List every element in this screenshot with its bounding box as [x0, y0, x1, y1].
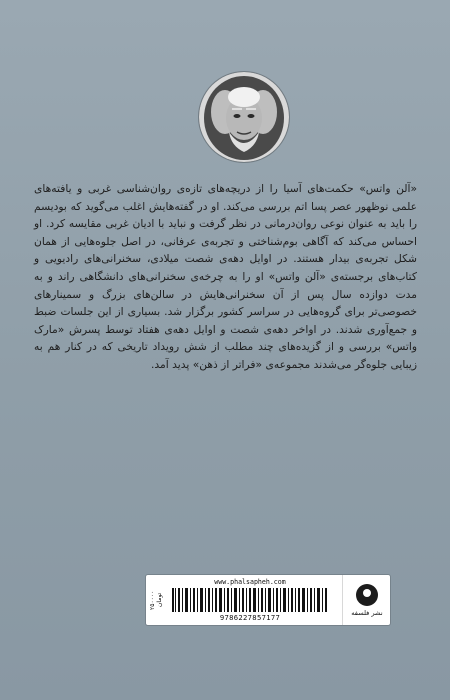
publisher-logo-icon — [356, 584, 378, 606]
barcode-bars — [172, 588, 328, 612]
barcode-area — [164, 578, 336, 622]
author-portrait — [199, 72, 289, 162]
publisher-name: نشر فلسفه — [351, 608, 383, 617]
price-label: ۲۵۰۰۰۰ تومان — [149, 590, 163, 610]
author-blurb — [34, 180, 417, 374]
blurb-paragraph: «آلن واتس» حکمت‌های آسیا را از دریچه‌های تازه‌ی روان‌شناسی غربی و یافته‌های علمی نوظهور عصر پسا اتم بررسی می‌کند. او در گفته‌هایش اغلب می‌گوید که بودیسم را باید به عنوان نوعی روان‌درمانی در نظر گرفت و نباید با ادیان غربی مقایسه کرد. او احساس می‌کند که آگاهی بوم‌شناختی و تجربه‌ی عرفانی، در اصل جلوه‌هایی از همان شکل تجربه‌ی بیدار هستند. در اوایل دهه‌ی شصت میلادی، سخنرانی‌های رادیویی و کتاب‌های برجسته‌ی «آلن واتس» او را به چرخه‌ی سخنرانی‌های دانشگاهی راند و به مدت دوازده سال پس از آن سخنرانی‌هایش در سالن‌های بزرگ و سمینارهای خصوصی‌تر برای گروه‌هایی در سراسر کشور برگزار شد. بسیاری از این جلسات ضبط و جمع‌آوری شدند. در اواخر دهه‌ی شصت و اوایل دهه‌ی هفتاد توسط پسرش «مارک واتس» بررسی و از گزیده‌های چند مطلب از شش رویداد تاریخی که در کنار هم به زیبایی جلوه‌گر می‌شدند مجموعه‌ی «فراتر از ذهن» پدید آمد. — [34, 182, 417, 371]
isbn-number: 9786227857177 — [219, 613, 281, 622]
publisher-url: www.phalsapheh.com — [214, 578, 286, 586]
publisher-mark — [342, 575, 391, 625]
author-portrait-photo — [199, 72, 289, 162]
barcode-card — [146, 575, 390, 625]
